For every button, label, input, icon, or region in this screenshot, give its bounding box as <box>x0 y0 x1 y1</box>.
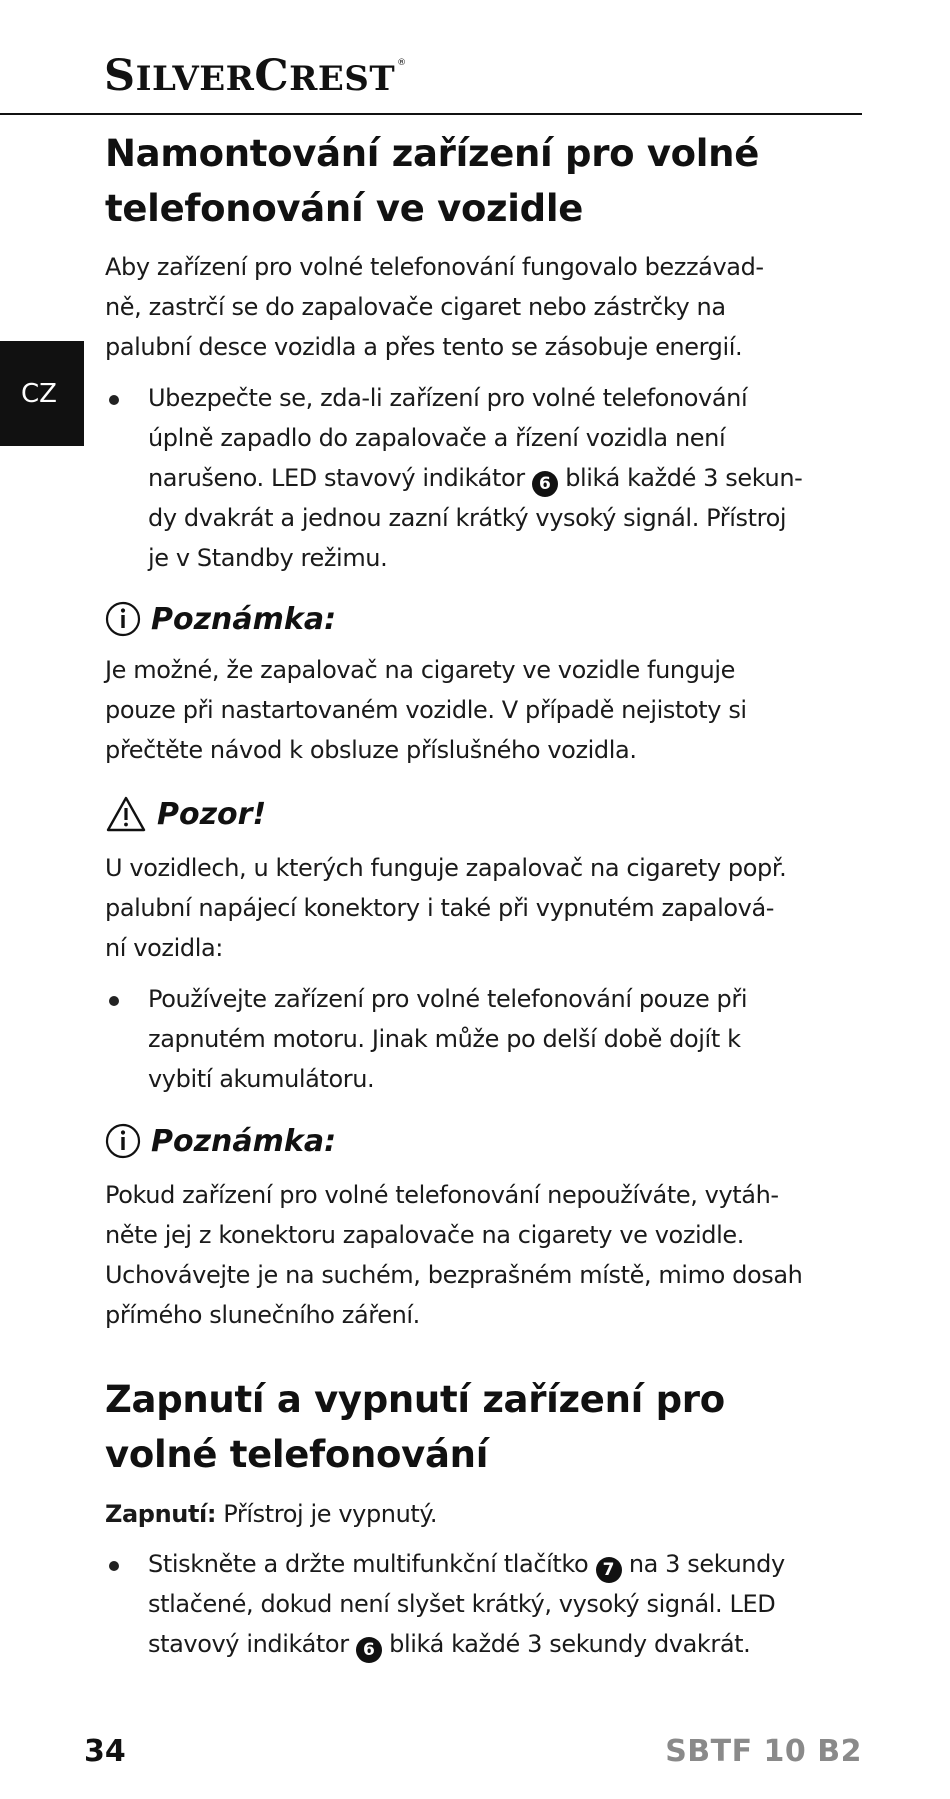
language-tab <box>0 341 84 446</box>
note2-line: Uchovávejte je na suchém, bezprašném místě, mimo dosah <box>105 1261 803 1289</box>
logo-c: C <box>254 51 290 101</box>
bullet-text <box>148 378 853 578</box>
note2-text <box>105 1175 853 1335</box>
bullet-text <box>148 979 853 1099</box>
bullet-dot <box>109 996 119 1006</box>
note1-line: Je možné, že zapalovač na cigarety ve vozidle funguje <box>105 656 735 684</box>
bullet-line: zapnutém motoru. Jinak může po delší době dojít k <box>148 1025 741 1053</box>
warning-heading <box>105 792 266 836</box>
bullet-dot <box>109 395 119 405</box>
bullet-line: dy dvakrát a jednou zazní krátký vysoký signál. Přístroj <box>148 504 787 532</box>
note1-title: Poznámka: <box>151 601 337 637</box>
bullet-line-part: bliká každé 3 sekundy dvakrát. <box>389 1630 751 1658</box>
section1-intro <box>105 247 853 367</box>
bullet-text <box>148 1544 853 1664</box>
note1-line: pouze při nastartovaném vozidle. V případě nejistoty si <box>105 696 747 724</box>
note1-text <box>105 650 853 770</box>
section1-heading-line2: telefonování ve vozidle <box>105 187 584 230</box>
note2-line: Pokud zařízení pro volné telefonování nepoužíváte, vytáh- <box>105 1181 779 1209</box>
bullet-line <box>148 1624 853 1664</box>
bullet-line: je v Standby režimu. <box>148 544 388 572</box>
note1-line: přečtěte návod k obsluze příslušného vozidla. <box>105 736 637 764</box>
info-icon <box>105 601 141 637</box>
logo-ilver: ILVER <box>135 59 255 99</box>
warning-line: ní vozidla: <box>105 934 223 962</box>
section1-heading <box>105 126 865 236</box>
bullet-line: Ubezpečte se, zda-li zařízení pro volné telefonování <box>148 384 748 412</box>
power-on-text: Přístroj je vypnutý. <box>223 1500 438 1528</box>
section2-heading <box>105 1372 865 1482</box>
bullet-install-check <box>105 378 853 578</box>
header-rule <box>0 113 862 115</box>
intro-line: palubní desce vozidla a přes tento se zásobuje energií. <box>105 333 743 361</box>
power-on-label <box>105 1494 853 1534</box>
note2-title: Poznámka: <box>151 1123 337 1159</box>
bullet-line-part: narušeno. LED stavový indikátor <box>148 464 525 492</box>
model-number: SBTF 10 B2 <box>665 1734 862 1769</box>
bullet-line: úplně zapadlo do zapalovače a řízení vozidla není <box>148 424 726 452</box>
warning-line: palubní napájecí konektory i také při vypnutém zapalová- <box>105 894 775 922</box>
bullet-line-part: bliká každé 3 sekun- <box>565 464 803 492</box>
bullet-line-part: na 3 sekundy <box>628 1550 785 1578</box>
logo-rest: REST <box>289 59 396 99</box>
led-indicator-number-badge: 6 <box>356 1637 382 1663</box>
power-on-bold: Zapnutí: <box>105 1500 217 1528</box>
warning-title: Pozor! <box>157 796 267 832</box>
note2-line: něte jej z konektoru zapalovače na cigarety ve vozidle. <box>105 1221 744 1249</box>
warning-triangle-icon <box>105 795 147 833</box>
registered-mark: ® <box>397 58 407 68</box>
warning-line: U vozidlech, u kterých funguje zapalovač na cigarety popř. <box>105 854 787 882</box>
bullet-line: vybití akumulátoru. <box>148 1065 375 1093</box>
bullet-line <box>148 458 853 498</box>
brand-logo <box>104 51 407 101</box>
bullet-power-on <box>105 1544 853 1664</box>
info-icon <box>105 1123 141 1159</box>
page-number: 34 <box>84 1734 126 1769</box>
intro-line: Aby zařízení pro volné telefonování fungovalo bezzávad- <box>105 253 764 281</box>
section1-heading-line1: Namontování zařízení pro volné <box>105 132 760 175</box>
note2-heading <box>105 1119 336 1163</box>
bullet-line: stlačené, dokud není slyšet krátký, vysoký signál. LED <box>148 1590 776 1618</box>
note1-heading <box>105 597 336 641</box>
section2-heading-line1: Zapnutí a vypnutí zařízení pro <box>105 1378 725 1421</box>
led-indicator-number-badge: 6 <box>532 471 558 497</box>
bullet-dot <box>109 1561 119 1571</box>
bullet-line <box>148 1544 853 1584</box>
logo-s: S <box>104 51 136 101</box>
language-tab-label: CZ <box>21 378 57 409</box>
bullet-line: Používejte zařízení pro volné telefonování pouze při <box>148 985 748 1013</box>
bullet-line-part: Stiskněte a držte multifunkční tlačítko <box>148 1550 589 1578</box>
warning-text <box>105 848 853 968</box>
multifunction-button-number-badge: 7 <box>596 1557 622 1583</box>
note2-line: přímého slunečního záření. <box>105 1301 420 1329</box>
bullet-line-part: stavový indikátor <box>148 1630 349 1658</box>
section2-heading-line2: volné telefonování <box>105 1433 489 1476</box>
intro-line: ně, zastrčí se do zapalovače cigaret nebo zástrčky na <box>105 293 726 321</box>
bullet-engine-on <box>105 979 853 1099</box>
